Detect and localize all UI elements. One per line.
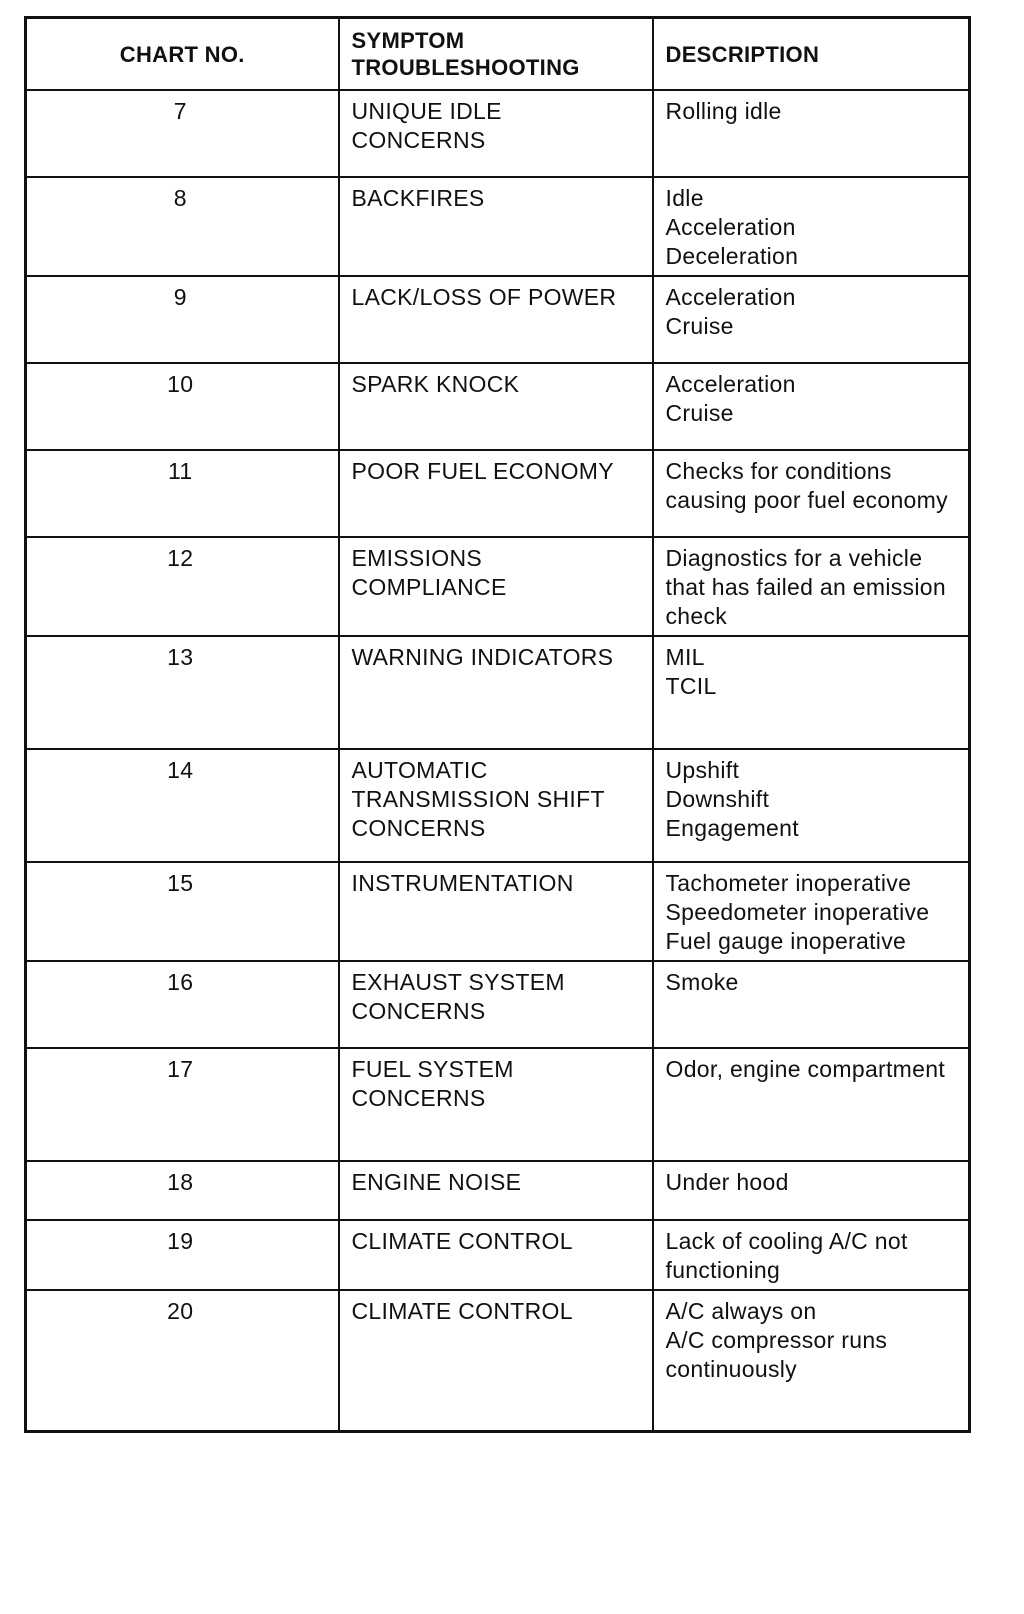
- description-cell: [653, 276, 970, 363]
- description-cell: [653, 450, 970, 537]
- symptom-line: INSTRUMENTATION: [351, 870, 574, 896]
- description-line: Cruise: [665, 400, 734, 426]
- symptom-cell: [339, 363, 653, 450]
- description-line: Deceleration: [665, 243, 799, 269]
- header-symptom-line: SYMPTOM: [351, 28, 465, 53]
- table-row: [26, 1048, 970, 1161]
- chart-number-cell: 7: [26, 90, 339, 177]
- symptom-cell: [339, 749, 653, 862]
- table-row: [26, 177, 970, 276]
- description-cell: [653, 537, 970, 636]
- symptom-cell: [339, 537, 653, 636]
- chart-number-cell: 9: [26, 276, 339, 363]
- symptom-cell: [339, 1161, 653, 1220]
- description-line: Cruise: [665, 313, 734, 339]
- table-row: [26, 276, 970, 363]
- table-row: [26, 961, 970, 1048]
- description-cell: [653, 636, 970, 749]
- symptom-line: BACKFIRES: [351, 185, 485, 211]
- symptom-line: CONCERNS: [351, 127, 486, 153]
- chart-number-cell: 19: [26, 1220, 339, 1290]
- chart-number-cell: 12: [26, 537, 339, 636]
- description-cell: [653, 90, 970, 177]
- table-row: [26, 749, 970, 862]
- description-cell: [653, 1290, 970, 1431]
- symptom-cell: [339, 1048, 653, 1161]
- table-row: [26, 1220, 970, 1290]
- symptom-line: EMISSIONS: [351, 545, 483, 571]
- symptom-cell: [339, 636, 653, 749]
- table-row: [26, 537, 970, 636]
- symptom-line: CLIMATE CONTROL: [351, 1298, 573, 1324]
- symptom-line: ENGINE NOISE: [351, 1169, 522, 1195]
- symptom-line: TRANSMISSION SHIFT: [351, 786, 605, 812]
- description-line: that has failed an emission: [665, 574, 946, 600]
- description-cell: [653, 862, 970, 961]
- table-row: [26, 1290, 970, 1431]
- chart-number-cell: 8: [26, 177, 339, 276]
- description-line: Fuel gauge inoperative: [665, 928, 907, 954]
- description-line: Speedometer inoperative: [665, 899, 930, 925]
- description-line: Upshift: [665, 757, 740, 783]
- description-line: Under hood: [665, 1169, 789, 1195]
- symptom-line: LACK/LOSS OF POWER: [351, 284, 617, 310]
- table-row: [26, 636, 970, 749]
- description-cell: [653, 961, 970, 1048]
- description-line: Smoke: [665, 969, 739, 995]
- description-cell: [653, 1220, 970, 1290]
- header-symptom: [339, 18, 653, 91]
- table-header-row: [26, 18, 970, 91]
- document-page: [24, 16, 968, 1433]
- symptom-line: SPARK KNOCK: [351, 371, 520, 397]
- symptom-cell: [339, 276, 653, 363]
- chart-number-cell: 18: [26, 1161, 339, 1220]
- description-line: Downshift: [665, 786, 770, 812]
- description-line: Acceleration: [665, 284, 796, 310]
- symptom-line: CONCERNS: [351, 998, 486, 1024]
- description-line: Diagnostics for a vehicle: [665, 545, 923, 571]
- chart-number-cell: 13: [26, 636, 339, 749]
- chart-number-cell: 15: [26, 862, 339, 961]
- description-cell: [653, 363, 970, 450]
- description-line: Acceleration: [665, 371, 796, 397]
- description-line: A/C compressor runs: [665, 1327, 888, 1353]
- chart-number-cell: 11: [26, 450, 339, 537]
- header-chart-no: CHART NO.: [26, 18, 339, 91]
- description-line: check: [665, 603, 728, 629]
- table-row: [26, 862, 970, 961]
- chart-number-cell: 20: [26, 1290, 339, 1431]
- description-line: Lack of cooling A/C not: [665, 1228, 908, 1254]
- description-line: Acceleration: [665, 214, 796, 240]
- header-symptom-line: TROUBLESHOOTING: [351, 55, 580, 80]
- symptom-cell: [339, 90, 653, 177]
- description-cell: [653, 1161, 970, 1220]
- symptom-line: COMPLIANCE: [351, 574, 507, 600]
- symptom-chart-table: [24, 16, 971, 1433]
- description-line: continuously: [665, 1356, 797, 1382]
- description-cell: [653, 177, 970, 276]
- symptom-cell: [339, 1220, 653, 1290]
- symptom-cell: [339, 1290, 653, 1431]
- table-row: [26, 90, 970, 177]
- symptom-line: WARNING INDICATORS: [351, 644, 614, 670]
- symptom-line: CONCERNS: [351, 815, 486, 841]
- symptom-cell: [339, 862, 653, 961]
- description-line: Tachometer inoperative: [665, 870, 912, 896]
- chart-number-cell: 10: [26, 363, 339, 450]
- symptom-cell: [339, 177, 653, 276]
- description-line: TCIL: [665, 673, 717, 699]
- description-line: MIL: [665, 644, 705, 670]
- table-row: [26, 450, 970, 537]
- description-line: Checks for conditions: [665, 458, 892, 484]
- symptom-cell: [339, 961, 653, 1048]
- description-line: functioning: [665, 1257, 781, 1283]
- symptom-line: CONCERNS: [351, 1085, 486, 1111]
- symptom-line: EXHAUST SYSTEM: [351, 969, 565, 995]
- symptom-line: UNIQUE IDLE: [351, 98, 502, 124]
- symptom-cell: [339, 450, 653, 537]
- description-line: A/C always on: [665, 1298, 817, 1324]
- table-row: [26, 1161, 970, 1220]
- description-cell: [653, 1048, 970, 1161]
- symptom-line: AUTOMATIC: [351, 757, 488, 783]
- symptom-line: FUEL SYSTEM: [351, 1056, 514, 1082]
- description-line: Odor, engine compartment: [665, 1056, 946, 1082]
- header-description: DESCRIPTION: [653, 18, 970, 91]
- chart-number-cell: 16: [26, 961, 339, 1048]
- chart-number-cell: 14: [26, 749, 339, 862]
- description-line: Idle: [665, 185, 704, 211]
- symptom-line: CLIMATE CONTROL: [351, 1228, 573, 1254]
- description-line: causing poor fuel economy: [665, 487, 948, 513]
- symptom-line: POOR FUEL ECONOMY: [351, 458, 614, 484]
- table-row: [26, 363, 970, 450]
- chart-number-cell: 17: [26, 1048, 339, 1161]
- description-line: Rolling idle: [665, 98, 782, 124]
- description-cell: [653, 749, 970, 862]
- description-line: Engagement: [665, 815, 799, 841]
